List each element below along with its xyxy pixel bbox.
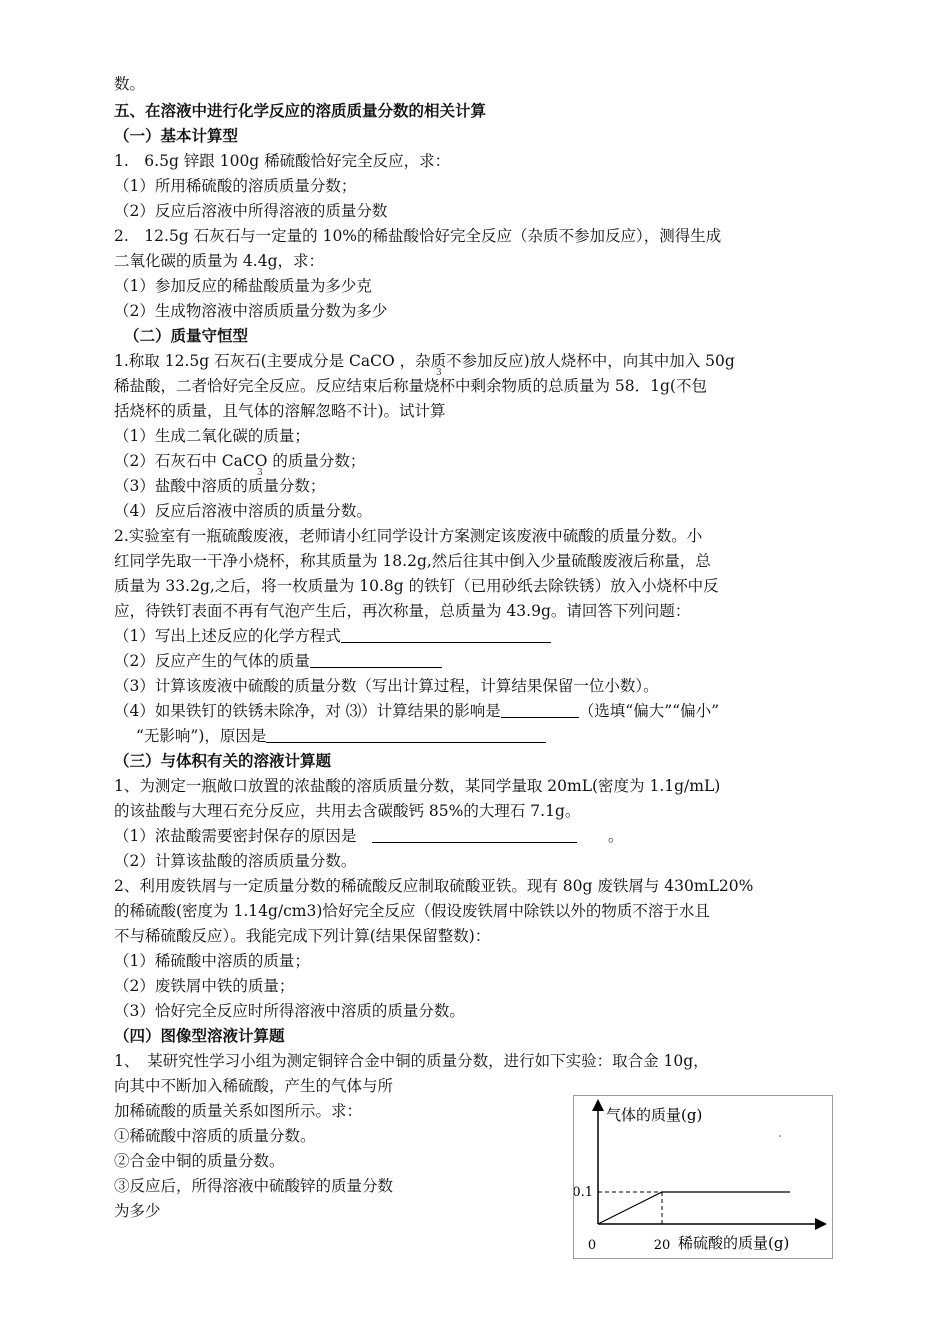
question-text: 。 [607,827,624,845]
problem-line: 的稀硫酸(密度为 1.14g/cm3)恰好完全反应（假设废铁屑中除铁以外的物质不溶于水且 [114,902,710,920]
problem-line: （3）盐酸中溶质的质量分数； [114,477,326,495]
question-text: “无影响”)，原因是 [136,727,267,745]
subsection-heading: （一）基本计算型 [114,127,239,145]
text-line: 数。 [114,75,146,93]
problem-line: ③反应后，所得溶液中硫酸锌的质量分数 [114,1177,394,1195]
question-text: （4）如果铁钉的铁锈未除净，对 ⑶）计算结果的影响是 [114,702,501,720]
answer-blank[interactable] [372,826,577,843]
x-axis-label: 稀硫酸的质量(g) [678,1234,790,1252]
problem-line: 括烧杯的质量，且气体的溶解忽略不计)。试计算 [114,402,446,420]
answer-blank[interactable] [266,726,546,743]
problem-line: （3）计算该废液中硫酸的质量分数（写出计算过程，计算结果保留一位小数）。 [114,677,659,695]
problem-line: （2）计算该盐酸的溶质质量分数。 [114,852,357,870]
problem-line: 2. 12.5g 石灰石与一定量的 10%的稀盐酸恰好完全反应（杂质不参加反应），测得生成 [114,227,722,245]
question-text: （1）浓盐酸需要密封保存的原因是 [114,827,357,845]
x-tick-label: 0 [587,1238,597,1253]
problem-line: 2、利用废铁屑与一定质量分数的稀硫酸反应制取硫酸亚铁。现有 80g 废铁屑与 430mL20% [114,877,754,895]
problem-line: 为多少 [114,1202,161,1220]
chart-svg [574,1096,832,1258]
problem-line: 的该盐酸与大理石充分反应，共用去含碳酸钙 85%的大理石 7.1g。 [114,802,581,820]
problem-line: 质量为 33.2g,之后，将一枚质量为 10.8g 的铁钉（已用砂纸去除铁锈）放入小烧杯中反 [114,577,719,595]
answer-blank[interactable] [341,626,551,643]
question-line [114,625,551,647]
y-tick-label: 0.1 [574,1185,593,1200]
problem-line: 稀盐酸，二者恰好完全反应。反应结束后称量烧杯中剩余物质的总质量为 58．1g(不包 [114,377,707,395]
problem-line: 1、为测定一瓶敞口放置的浓盐酸的溶质质量分数，某同学量取 20mL(密度为 1.1g/mL) [114,777,721,795]
problem-line: 1. 6.5g 锌跟 100g 稀硫酸恰好完全反应，求： [114,152,451,170]
problem-line: （2）生成物溶液中溶质质量分数为多少 [114,302,388,320]
question-line [114,825,623,847]
y-axis-label: 气体的质量(g) [606,1106,703,1124]
question-text: （2）反应产生的气体的质量 [114,652,310,670]
problem-line: （2）废铁屑中铁的质量； [114,977,295,995]
problem-line: 加稀硫酸的质量关系如图所示。求： [114,1102,363,1120]
question-text: （1）写出上述反应的化学方程式 [114,627,341,645]
problem-line: 不与稀硫酸反应）。我能完成下列计算(结果保留整数)： [114,927,491,945]
problem-line: （1）稀硫酸中溶质的质量； [114,952,310,970]
problem-line: 红同学先取一干净小烧杯，称其质量为 18.2g,然后往其中倒入少量硫酸废液后称量，总 [114,552,711,570]
problem-line: （1）生成二氧化碳的质量； [114,427,310,445]
problem-line: 向其中不断加入稀硫酸，产生的气体与所 [114,1077,394,1095]
answer-blank[interactable] [310,651,442,668]
subscript: 3 [436,368,442,378]
problem-line: （4）反应后溶液中溶质的质量分数。 [114,502,372,520]
question-line [114,650,442,672]
answer-blank[interactable] [501,701,579,718]
problem-line: 1、 某研究性学习小组为测定铜锌合金中铜的质量分数，进行如下实验：取合金 10g， [114,1052,709,1070]
subsection-heading: （四）图像型溶液计算题 [114,1027,285,1045]
problem-line: （3）恰好完全反应时所得溶液中溶质的质量分数。 [114,1002,465,1020]
question-line [114,700,719,722]
problem-line: 1.称取 12.5g 石灰石(主要成分是 CaCO ，杂质不参加反应)放人烧杯中，向其中加入 50g [114,352,735,370]
section-heading: 五、在溶液中进行化学反应的溶质质量分数的相关计算 [114,102,487,120]
subscript: 3 [257,468,263,478]
problem-line: ①稀硫酸中溶质的质量分数。 [114,1127,316,1145]
subsection-heading: （二）质量守恒型 [124,327,249,345]
problem-line: 2.实验室有一瓶硫酸废液，老师请小红同学设计方案测定该废液中硫酸的质量分数。小 [114,527,703,545]
question-line [136,725,546,747]
series-line [598,1192,790,1224]
problem-line: 应，待铁钉表面不再有气泡产生后，再次称量，总质量为 43.9g。请回答下列问题： [114,602,691,620]
problem-line: （2）反应后溶液中所得溶液的质量分数 [114,202,388,220]
problem-line: ②合金中铜的质量分数。 [114,1152,285,1170]
question-text: （选填“偏大”“偏小” [578,702,719,720]
problem-line: （1）参加反应的稀盐酸质量为多少克 [114,277,372,295]
speck [779,1135,781,1137]
problem-line: （2）石灰石中 CaCO 的质量分数； [114,452,366,470]
problem-line: 二氧化碳的质量为 4.4g，求： [114,252,325,270]
x-tick-label: 20 [653,1238,671,1253]
subsection-heading: （三）与体积有关的溶液计算题 [114,752,332,770]
problem-line: （1）所用稀硫酸的溶质质量分数； [114,177,357,195]
gas-mass-chart [573,1095,833,1259]
